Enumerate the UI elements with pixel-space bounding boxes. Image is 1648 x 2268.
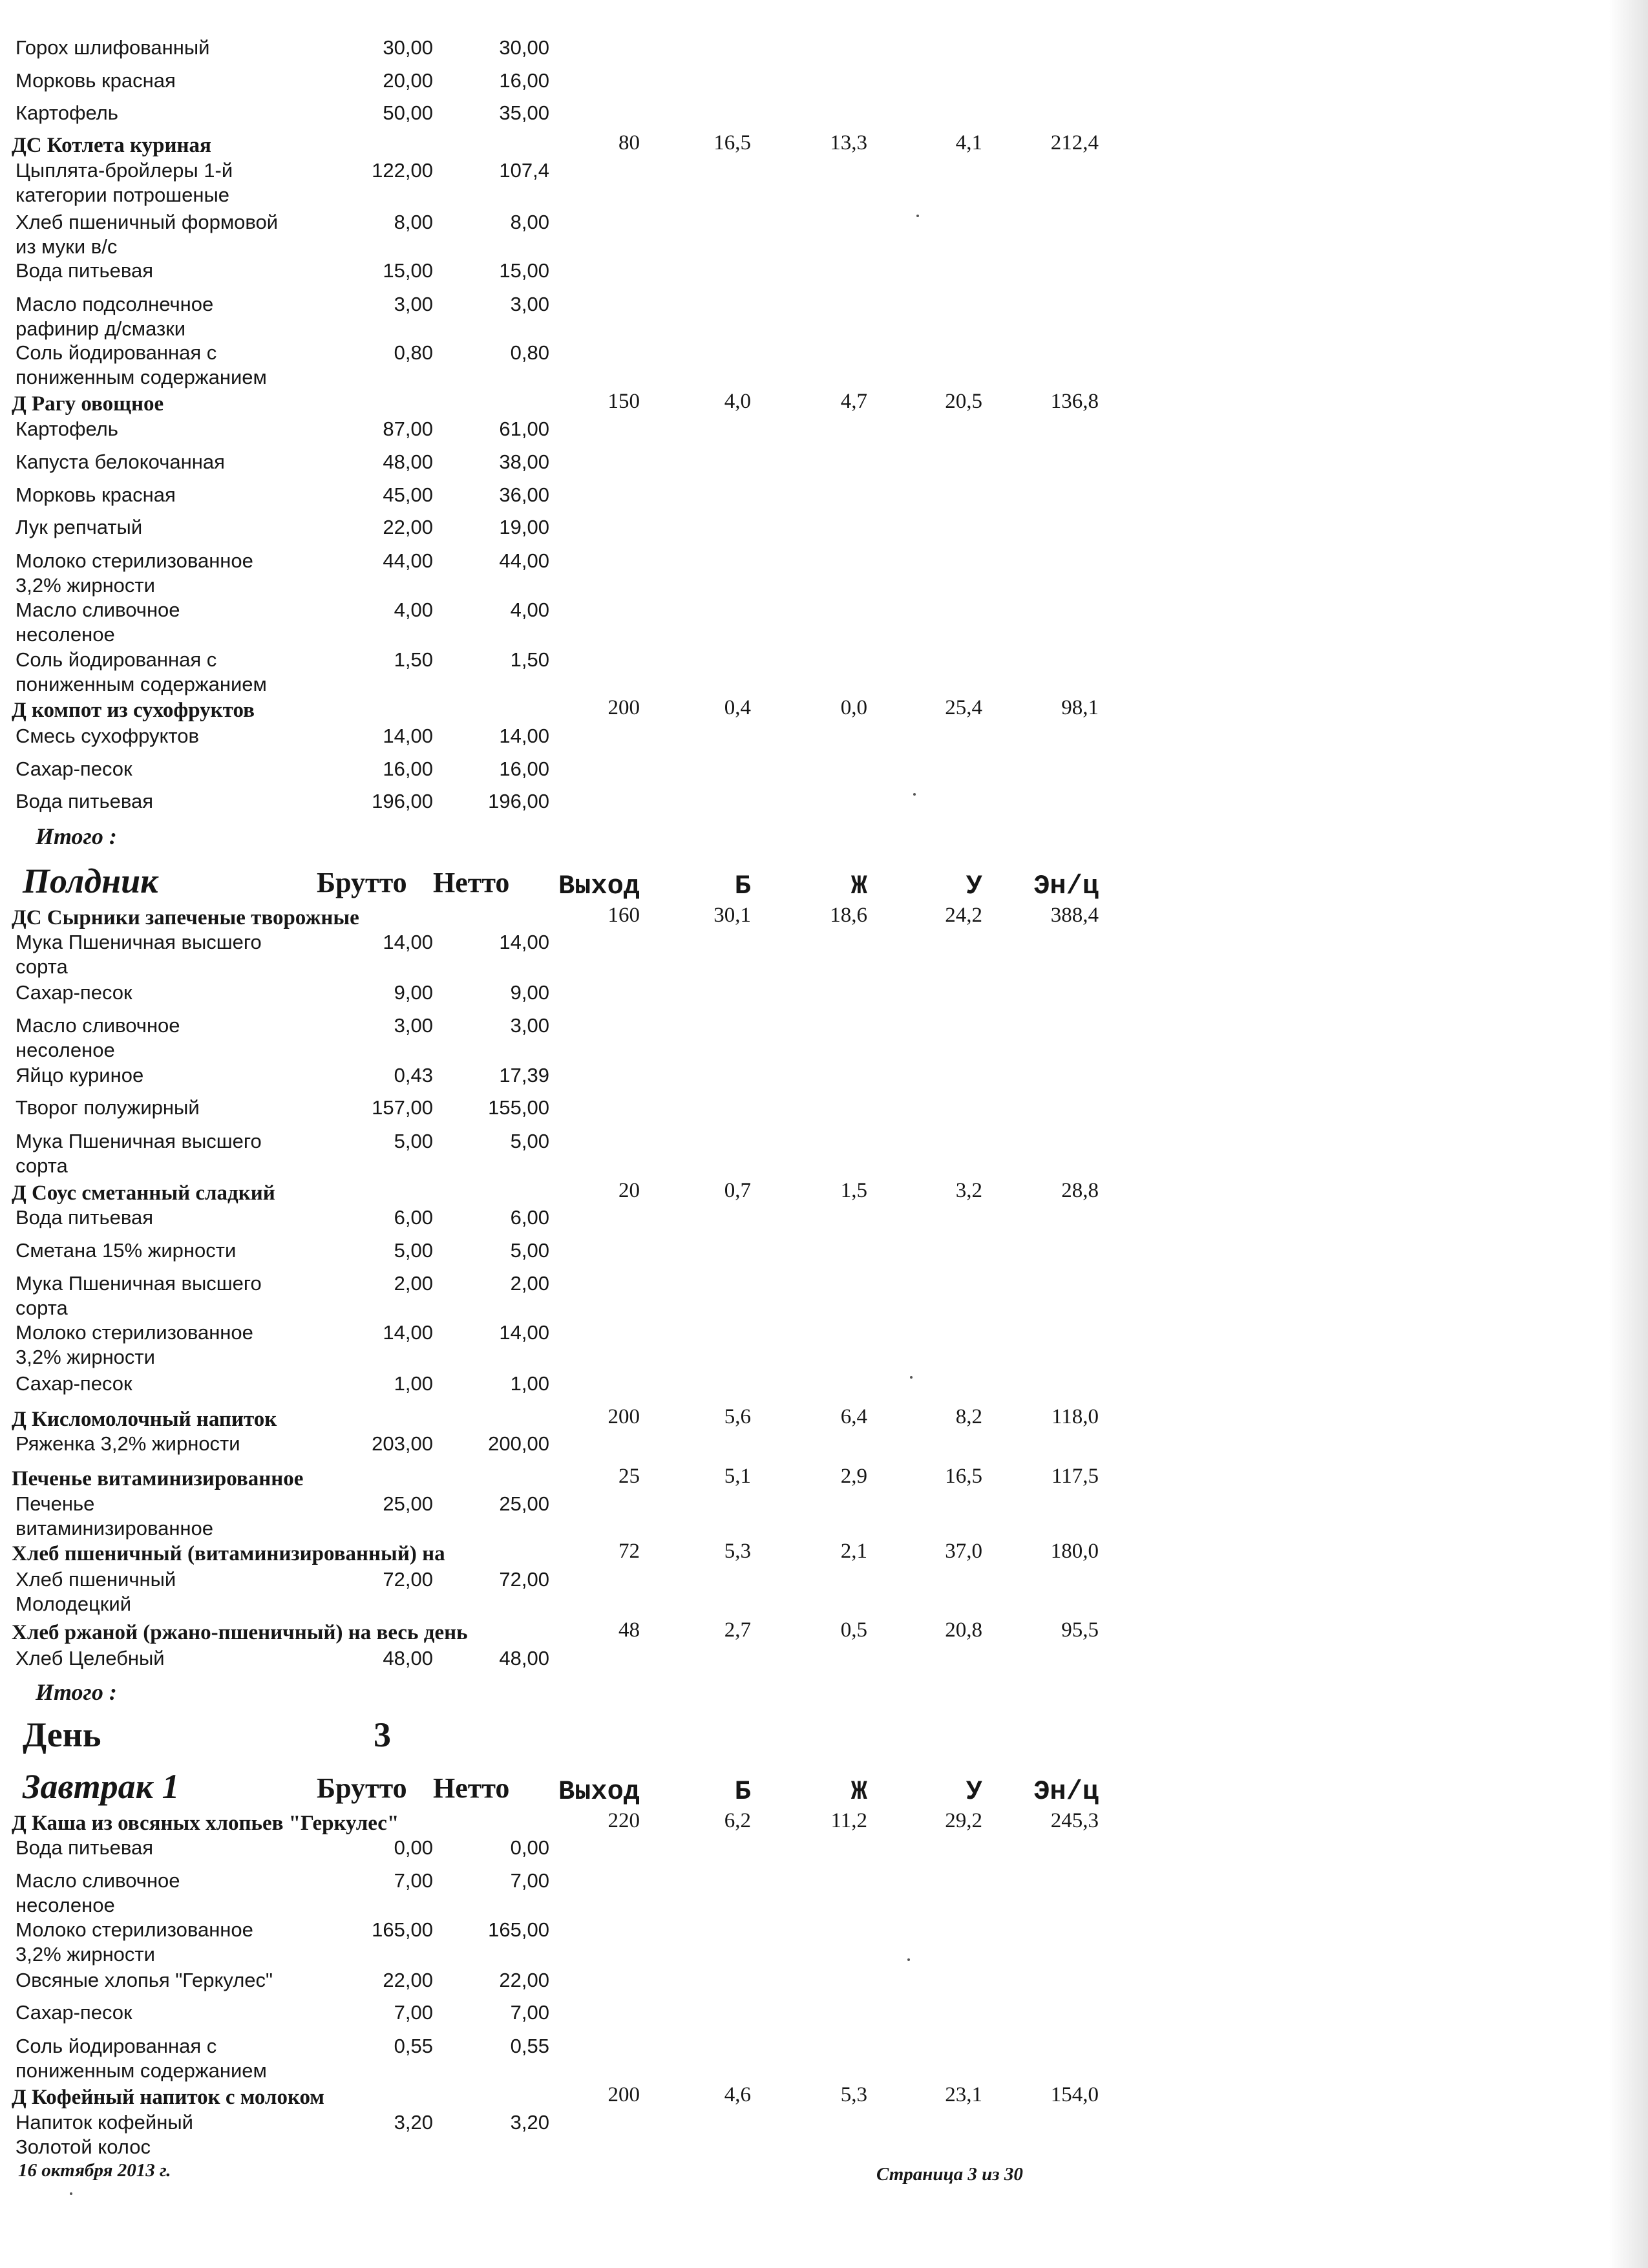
ingredient-name: Соль йодированная с <box>16 2035 217 2057</box>
scan-speck <box>910 1376 913 1379</box>
ingredient-name: несоленое <box>16 1039 115 1061</box>
dish-carbs: 29,2 <box>945 1809 982 1832</box>
dish-carbs: 4,1 <box>955 131 982 154</box>
ingredient-name: витаминизированное <box>16 1517 214 1540</box>
column-header-energy: Эн/ц <box>1033 1776 1099 1807</box>
dish-protein: 0,7 <box>724 1179 751 1202</box>
ingredient-name: Овсяные хлопья "Геркулес" <box>16 1969 273 1991</box>
dish-carbs: 20,8 <box>945 1618 982 1642</box>
ingredient-name: несоленое <box>16 623 115 646</box>
dish-energy: 245,3 <box>1050 1809 1099 1832</box>
footer-date: 16 октября 2013 г. <box>18 2160 171 2181</box>
dish-protein: 5,6 <box>724 1405 751 1428</box>
ingredient-name: Морковь красная <box>16 69 176 92</box>
column-header-gross: Брутто <box>317 867 407 898</box>
net-weight: 1,50 <box>510 648 549 671</box>
gross-weight: 2,00 <box>394 1272 433 1295</box>
ingredient-name: Мука Пшеничная высшего <box>16 931 262 953</box>
gross-weight: 50,00 <box>383 101 433 124</box>
gross-weight: 157,00 <box>372 1096 433 1119</box>
scan-speck <box>70 2192 72 2195</box>
ingredient-name: Вода питьевая <box>16 259 154 282</box>
dish-protein: 6,2 <box>724 1809 751 1832</box>
ingredient-name: Молоко стерилизованное <box>16 549 253 572</box>
ingredient-name: Горох шлифованный <box>16 36 210 59</box>
net-weight: 4,00 <box>510 599 549 621</box>
gross-weight: 0,80 <box>394 341 433 364</box>
dish-energy: 136,8 <box>1050 390 1099 413</box>
net-weight: 25,00 <box>499 1492 549 1515</box>
gross-weight: 7,00 <box>394 2001 433 2024</box>
ingredient-name: Сметана 15% жирности <box>16 1239 237 1262</box>
ingredient-name: Капуста белокочанная <box>16 450 225 473</box>
net-weight: 3,20 <box>510 2111 549 2134</box>
ingredient-name: пониженным содержанием <box>16 673 267 695</box>
ingredient-name: Мука Пшеничная высшего <box>16 1130 262 1152</box>
dish-carbs: 24,2 <box>945 904 982 927</box>
gross-weight: 0,00 <box>394 1836 433 1859</box>
dish-fat: 4,7 <box>840 390 867 413</box>
ingredient-name: Творог полужирный <box>16 1096 200 1119</box>
ingredient-name: сорта <box>16 955 68 978</box>
column-header-net: Нетто <box>433 867 510 898</box>
scan-speck <box>913 793 916 796</box>
net-weight: 16,00 <box>499 69 549 92</box>
net-weight: 3,00 <box>510 293 549 315</box>
dish-name: ДС Сырники запеченые творожные <box>12 906 359 929</box>
net-weight: 15,00 <box>499 259 549 282</box>
dish-protein: 30,1 <box>713 904 751 927</box>
ingredient-name: Цыплята-бройлеры 1-й <box>16 159 233 182</box>
net-weight: 38,00 <box>499 450 549 473</box>
dish-carbs: 16,5 <box>945 1465 982 1488</box>
ingredient-name: Мука Пшеничная высшего <box>16 1272 262 1295</box>
ingredient-name: Вода питьевая <box>16 790 154 812</box>
column-header-protein: Б <box>734 871 751 902</box>
gross-weight: 14,00 <box>383 931 433 953</box>
dish-protein: 16,5 <box>713 131 751 154</box>
dish-name: Д Соус сметанный сладкий <box>12 1182 275 1205</box>
ingredient-name: Сахар-песок <box>16 1372 132 1395</box>
gross-weight: 8,00 <box>394 211 433 233</box>
dish-energy: 212,4 <box>1050 131 1099 154</box>
gross-weight: 3,00 <box>394 293 433 315</box>
net-weight: 72,00 <box>499 1568 549 1591</box>
gross-weight: 1,00 <box>394 1372 433 1395</box>
column-header-gross: Брутто <box>317 1772 407 1804</box>
gross-weight: 3,00 <box>394 1014 433 1037</box>
net-weight: 0,55 <box>510 2035 549 2057</box>
dish-protein: 5,3 <box>724 1540 751 1563</box>
dish-carbs: 8,2 <box>955 1405 982 1428</box>
ingredient-name: Масло сливочное <box>16 1869 180 1892</box>
total-label: Итого : <box>36 1679 117 1705</box>
net-weight: 2,00 <box>510 1272 549 1295</box>
gross-weight: 203,00 <box>372 1432 433 1455</box>
gross-weight: 5,00 <box>394 1239 433 1262</box>
dish-carbs: 25,4 <box>945 696 982 719</box>
dish-output: 48 <box>618 1618 640 1642</box>
ingredient-name: 3,2% жирности <box>16 574 155 597</box>
scan-edge-shadow <box>1609 0 1648 2268</box>
gross-weight: 7,00 <box>394 1869 433 1892</box>
gross-weight: 15,00 <box>383 259 433 282</box>
dish-energy: 95,5 <box>1061 1618 1099 1642</box>
ingredient-name: Лук репчатый <box>16 516 143 538</box>
dish-name: Д Рагу овощное <box>12 392 164 416</box>
net-weight: 14,00 <box>499 931 549 953</box>
net-weight: 14,00 <box>499 725 549 747</box>
ingredient-name: Яйцо куриное <box>16 1064 144 1086</box>
net-weight: 6,00 <box>510 1206 549 1229</box>
gross-weight: 25,00 <box>383 1492 433 1515</box>
column-header-protein: Б <box>734 1776 751 1807</box>
column-header-fat: Ж <box>850 1776 867 1807</box>
meal-section-title: Завтрак 1 <box>23 1767 180 1806</box>
dish-output: 20 <box>618 1179 640 1202</box>
dish-output: 72 <box>618 1540 640 1563</box>
dish-name: Д Кисломолочный напиток <box>12 1408 277 1431</box>
ingredient-name: Ряженка 3,2% жирности <box>16 1432 240 1455</box>
ingredient-name: Хлеб Целебный <box>16 1647 165 1669</box>
gross-weight: 30,00 <box>383 36 433 59</box>
gross-weight: 3,20 <box>394 2111 433 2134</box>
dish-name: ДС Котлета куриная <box>12 134 211 157</box>
dish-output: 200 <box>607 1405 640 1428</box>
dish-energy: 28,8 <box>1061 1179 1099 1202</box>
net-weight: 3,00 <box>510 1014 549 1037</box>
ingredient-name: Вода питьевая <box>16 1206 154 1229</box>
net-weight: 44,00 <box>499 549 549 572</box>
column-header-carbs: У <box>966 871 982 902</box>
gross-weight: 87,00 <box>383 418 433 440</box>
net-weight: 16,00 <box>499 758 549 780</box>
dish-fat: 0,5 <box>840 1618 867 1642</box>
dish-energy: 98,1 <box>1061 696 1099 719</box>
net-weight: 165,00 <box>488 1918 549 1941</box>
net-weight: 17,39 <box>499 1064 549 1086</box>
net-weight: 22,00 <box>499 1969 549 1991</box>
ingredient-name: Морковь красная <box>16 483 176 506</box>
column-header-energy: Эн/ц <box>1033 871 1099 902</box>
ingredient-name: категории потрошеные <box>16 184 230 206</box>
gross-weight: 20,00 <box>383 69 433 92</box>
net-weight: 0,00 <box>510 1836 549 1859</box>
dish-carbs: 20,5 <box>945 390 982 413</box>
meal-section-title: Полдник <box>23 862 158 900</box>
net-weight: 7,00 <box>510 1869 549 1892</box>
ingredient-name: Масло подсолнечное <box>16 293 214 315</box>
gross-weight: 45,00 <box>383 483 433 506</box>
dish-name: Д Каша из овсяных хлопьев "Геркулес" <box>12 1812 399 1835</box>
ingredient-name: Напиток кофейный <box>16 2111 193 2134</box>
dish-output: 200 <box>607 696 640 719</box>
ingredient-name: пониженным содержанием <box>16 366 267 388</box>
gross-weight: 165,00 <box>372 1918 433 1941</box>
ingredient-name: Масло сливочное <box>16 1014 180 1037</box>
gross-weight: 1,50 <box>394 648 433 671</box>
net-weight: 196,00 <box>488 790 549 812</box>
dish-carbs: 3,2 <box>955 1179 982 1202</box>
footer-page-number: Страница 3 из 30 <box>876 2164 1023 2185</box>
ingredient-name: Сахар-песок <box>16 758 132 780</box>
dish-name: Хлеб ржаной (ржано-пшеничный) на весь день <box>12 1621 468 1644</box>
net-weight: 19,00 <box>499 516 549 538</box>
gross-weight: 14,00 <box>383 725 433 747</box>
net-weight: 14,00 <box>499 1321 549 1344</box>
net-weight: 30,00 <box>499 36 549 59</box>
ingredient-name: Молоко стерилизованное <box>16 1321 253 1344</box>
ingredient-name: Печенье <box>16 1492 95 1515</box>
dish-energy: 117,5 <box>1051 1465 1099 1488</box>
net-weight: 7,00 <box>510 2001 549 2024</box>
ingredient-name: Картофель <box>16 101 118 124</box>
dish-energy: 118,0 <box>1051 1405 1099 1428</box>
dish-fat: 1,5 <box>840 1179 867 1202</box>
total-label: Итого : <box>36 823 117 849</box>
column-header-net: Нетто <box>433 1772 510 1804</box>
gross-weight: 16,00 <box>383 758 433 780</box>
gross-weight: 4,00 <box>394 599 433 621</box>
dish-output: 220 <box>607 1809 640 1832</box>
gross-weight: 48,00 <box>383 450 433 473</box>
dish-output: 150 <box>607 390 640 413</box>
net-weight: 61,00 <box>499 418 549 440</box>
ingredient-name: из муки в/с <box>16 235 118 258</box>
dish-fat: 11,2 <box>830 1809 867 1832</box>
ingredient-name: сорта <box>16 1154 68 1177</box>
scan-speck <box>916 215 919 217</box>
net-weight: 5,00 <box>510 1239 549 1262</box>
net-weight: 200,00 <box>488 1432 549 1455</box>
gross-weight: 22,00 <box>383 1969 433 1991</box>
dish-output: 160 <box>607 904 640 927</box>
dish-name: Д Кофейный напиток с молоком <box>12 2086 324 2109</box>
ingredient-name: Вода питьевая <box>16 1836 154 1859</box>
gross-weight: 48,00 <box>383 1647 433 1669</box>
dish-energy: 154,0 <box>1050 2083 1099 2106</box>
scan-speck <box>907 1958 910 1961</box>
gross-weight: 0,43 <box>394 1064 433 1086</box>
dish-energy: 388,4 <box>1050 904 1099 927</box>
dish-protein: 4,0 <box>724 390 751 413</box>
gross-weight: 0,55 <box>394 2035 433 2057</box>
dish-carbs: 23,1 <box>945 2083 982 2106</box>
ingredient-name: несоленое <box>16 1894 115 1916</box>
dish-protein: 0,4 <box>724 696 751 719</box>
ingredient-name: 3,2% жирности <box>16 1346 155 1368</box>
day-number: 3 <box>374 1715 391 1754</box>
gross-weight: 14,00 <box>383 1321 433 1344</box>
ingredient-name: Смесь сухофруктов <box>16 725 199 747</box>
ingredient-name: Соль йодированная с <box>16 341 217 364</box>
column-header-output: Выход <box>558 871 640 902</box>
dish-protein: 5,1 <box>724 1465 751 1488</box>
day-label: День <box>23 1715 101 1754</box>
dish-fat: 13,3 <box>830 131 867 154</box>
net-weight: 36,00 <box>499 483 549 506</box>
dish-fat: 6,4 <box>840 1405 867 1428</box>
dish-fat: 2,9 <box>840 1465 867 1488</box>
ingredient-name: Картофель <box>16 418 118 440</box>
net-weight: 155,00 <box>488 1096 549 1119</box>
ingredient-name: Молодецкий <box>16 1593 132 1615</box>
ingredient-name: сорта <box>16 1297 68 1319</box>
dish-fat: 18,6 <box>830 904 867 927</box>
gross-weight: 196,00 <box>372 790 433 812</box>
gross-weight: 122,00 <box>372 159 433 182</box>
net-weight: 107,4 <box>499 159 549 182</box>
dish-fat: 2,1 <box>840 1540 867 1563</box>
ingredient-name: 3,2% жирности <box>16 1943 155 1966</box>
net-weight: 9,00 <box>510 981 549 1004</box>
column-header-carbs: У <box>966 1776 982 1807</box>
ingredient-name: Хлеб пшеничный <box>16 1568 176 1591</box>
gross-weight: 44,00 <box>383 549 433 572</box>
net-weight: 0,80 <box>510 341 549 364</box>
ingredient-name: Масло сливочное <box>16 599 180 621</box>
dish-protein: 4,6 <box>724 2083 751 2106</box>
column-header-fat: Ж <box>850 871 867 902</box>
ingredient-name: Золотой колос <box>16 2136 151 2158</box>
ingredient-name: пониженным содержанием <box>16 2059 267 2082</box>
dish-output: 25 <box>618 1465 640 1488</box>
dish-name: Хлеб пшеничный (витаминизированный) на <box>12 1542 445 1565</box>
gross-weight: 9,00 <box>394 981 433 1004</box>
dish-name: Д компот из сухофруктов <box>12 699 255 722</box>
dish-protein: 2,7 <box>724 1618 751 1642</box>
net-weight: 35,00 <box>499 101 549 124</box>
gross-weight: 72,00 <box>383 1568 433 1591</box>
dish-fat: 5,3 <box>840 2083 867 2106</box>
ingredient-name: Сахар-песок <box>16 981 132 1004</box>
ingredient-name: Соль йодированная с <box>16 648 217 671</box>
gross-weight: 5,00 <box>394 1130 433 1152</box>
dish-fat: 0,0 <box>840 696 867 719</box>
column-header-output: Выход <box>558 1776 640 1807</box>
dish-name: Печенье витаминизированное <box>12 1467 304 1490</box>
ingredient-name: рафинир д/смазки <box>16 317 186 340</box>
dish-output: 200 <box>607 2083 640 2106</box>
net-weight: 48,00 <box>499 1647 549 1669</box>
gross-weight: 22,00 <box>383 516 433 538</box>
net-weight: 1,00 <box>510 1372 549 1395</box>
dish-energy: 180,0 <box>1050 1540 1099 1563</box>
ingredient-name: Сахар-песок <box>16 2001 132 2024</box>
dish-carbs: 37,0 <box>945 1540 982 1563</box>
ingredient-name: Молоко стерилизованное <box>16 1918 253 1941</box>
dish-output: 80 <box>618 131 640 154</box>
net-weight: 5,00 <box>510 1130 549 1152</box>
gross-weight: 6,00 <box>394 1206 433 1229</box>
net-weight: 8,00 <box>510 211 549 233</box>
ingredient-name: Хлеб пшеничный формовой <box>16 211 279 233</box>
